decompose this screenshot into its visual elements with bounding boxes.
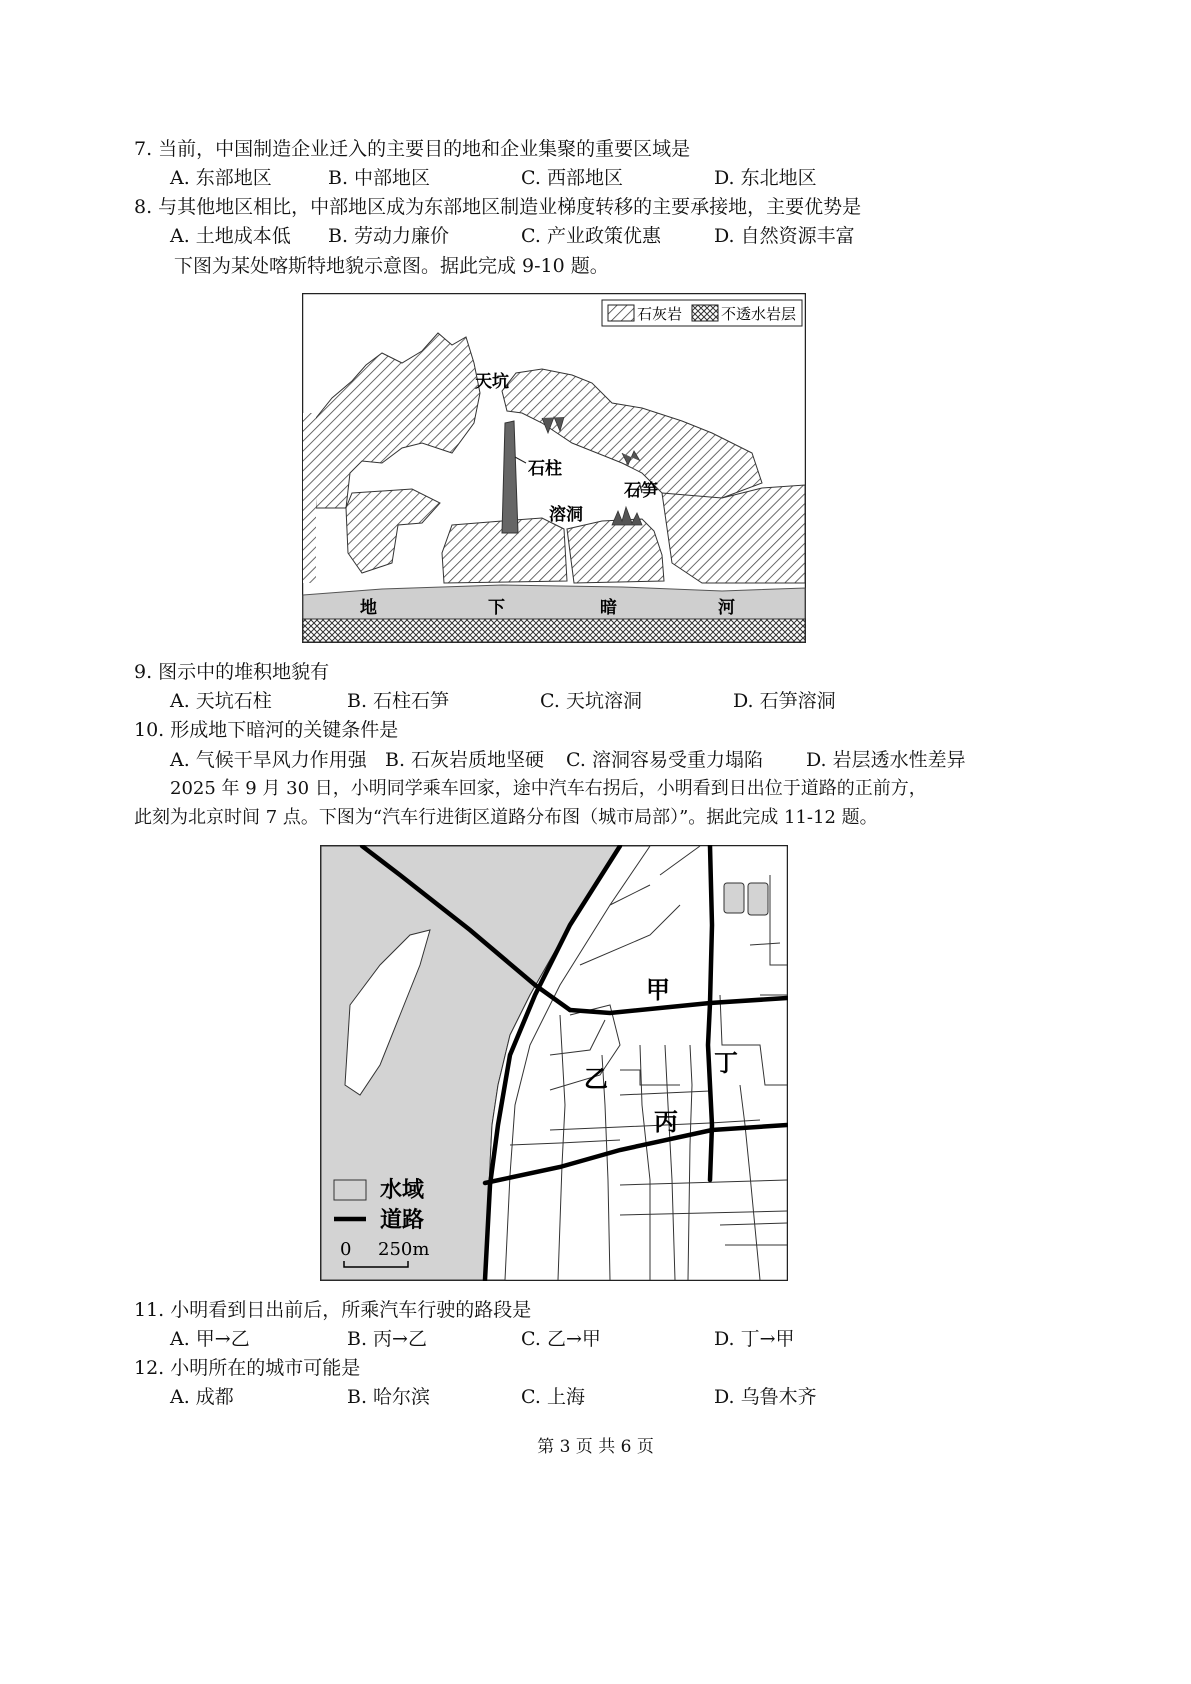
river-char-4: 河 xyxy=(718,598,735,618)
street-map xyxy=(320,845,788,1281)
question-7-option-c: C. 西部地区 xyxy=(521,167,623,189)
label-shizhu: 石柱 xyxy=(528,459,562,479)
legend-limestone-label: 石灰岩 xyxy=(637,305,683,323)
question-10-option-c: C. 溶洞容易受重力塌陷 xyxy=(566,749,763,771)
question-9-option-a: A. 天坑石柱 xyxy=(170,690,272,712)
question-11-option-c: C. 乙→甲 xyxy=(521,1328,601,1350)
label-tiankeng: 天坑 xyxy=(475,372,509,392)
question-10-option-b: B. 石灰岩质地坚硬 xyxy=(385,749,545,771)
river-char-2: 下 xyxy=(488,598,505,618)
question-8-option-b: B. 劳动力廉价 xyxy=(328,225,450,247)
question-9-option-c: C. 天坑溶洞 xyxy=(540,690,642,712)
question-11-stem: 11. 小明看到日出前后，所乘汽车行驶的路段是 xyxy=(134,1299,532,1321)
legend-water-label: 水域 xyxy=(380,1177,425,1203)
label-jia: 甲 xyxy=(646,975,670,1004)
intro-9-10: 下图为某处喀斯特地貌示意图。据此完成 9-10 题。 xyxy=(174,255,609,277)
question-12-option-a: A. 成都 xyxy=(170,1386,234,1408)
question-8-option-a: A. 土地成本低 xyxy=(170,225,291,247)
question-11-option-d: D. 丁→甲 xyxy=(714,1328,795,1350)
question-8-option-d: D. 自然资源丰富 xyxy=(714,225,855,247)
karst-diagram xyxy=(302,293,806,643)
scale-zero: 0 xyxy=(340,1239,352,1260)
impermeable-layer xyxy=(303,619,805,642)
impermeable-legend-swatch xyxy=(692,305,718,321)
river-char-3: 暗 xyxy=(600,598,617,618)
question-8-option-c: C. 产业政策优惠 xyxy=(521,225,661,247)
page-footer: 第 3 页 共 6 页 xyxy=(537,1437,654,1457)
question-7-option-a: A. 东部地区 xyxy=(170,167,272,189)
question-9-option-d: D. 石笋溶洞 xyxy=(733,690,836,712)
label-rongdong: 溶洞 xyxy=(549,505,583,525)
question-11-option-a: A. 甲→乙 xyxy=(170,1328,250,1350)
question-12-option-c: C. 上海 xyxy=(521,1386,585,1408)
intro-11-12-line2: 此刻为北京时间 7 点。下图为“汽车行进街区道路分布图（城市局部）”。据此完成 11-12 题。 xyxy=(134,807,878,828)
question-10-option-a: A. 气候干旱风力作用强 xyxy=(170,749,367,771)
question-7-option-d: D. 东北地区 xyxy=(714,167,817,189)
scale-value: 250m xyxy=(378,1239,430,1260)
label-shisun: 石笋 xyxy=(624,481,658,501)
question-9-stem: 9. 图示中的堆积地貌有 xyxy=(134,661,330,683)
question-8-stem: 8. 与其他地区相比，中部地区成为东部地区制造业梯度转移的主要承接地，主要优势是 xyxy=(134,196,862,218)
question-11-option-b: B. 丙→乙 xyxy=(347,1328,427,1350)
intro-11-12-line1: 2025 年 9 月 30 日，小明同学乘车回家，途中汽车右拐后，小明看到日出位于道路的正前方， xyxy=(170,778,927,799)
label-yi: 乙 xyxy=(584,1064,608,1093)
question-9-option-b: B. 石柱石笋 xyxy=(347,690,450,712)
legend-impermeable-label: 不透水岩层 xyxy=(721,305,797,323)
question-12-option-b: B. 哈尔滨 xyxy=(347,1386,431,1408)
label-ding: 丁 xyxy=(714,1048,738,1077)
limestone-legend-swatch xyxy=(608,305,634,321)
question-12-option-d: D. 乌鲁木齐 xyxy=(714,1386,817,1408)
question-10-stem: 10. 形成地下暗河的关键条件是 xyxy=(134,719,399,741)
question-7-option-b: B. 中部地区 xyxy=(328,167,431,189)
legend-road-label: 道路 xyxy=(380,1207,425,1233)
question-7-stem: 7. 当前，中国制造企业迁入的主要目的地和企业集聚的重要区域是 xyxy=(134,138,691,160)
water-legend-swatch xyxy=(334,1180,366,1200)
label-bing: 丙 xyxy=(654,1107,678,1136)
river-char-1: 地 xyxy=(360,598,377,618)
question-12-stem: 12. 小明所在的城市可能是 xyxy=(134,1357,361,1379)
question-10-option-d: D. 岩层透水性差异 xyxy=(806,749,966,771)
